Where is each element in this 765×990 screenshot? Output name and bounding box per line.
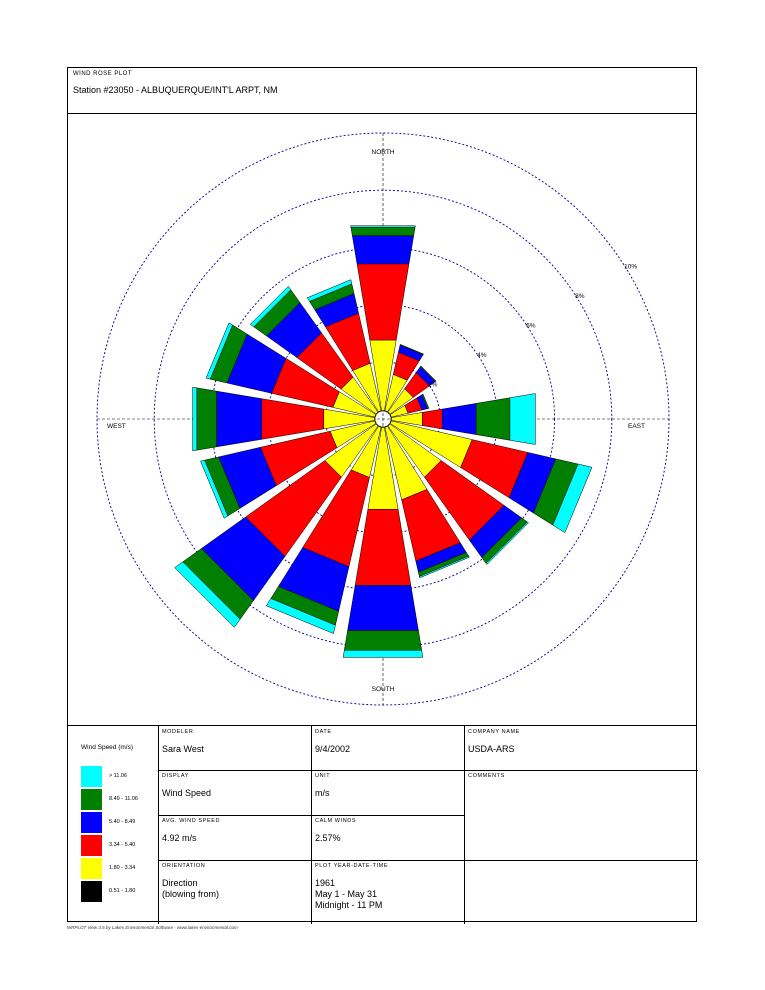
plot-date-range: May 1 - May 31 [315,889,378,899]
calm-winds-value: 2.57% [315,833,341,843]
display-cell [158,770,311,815]
petal-n-segment [352,236,413,264]
north-label: NORTH [371,149,395,156]
legend-label: 0.51 - 1.80 [109,888,136,894]
legend-swatch [81,812,102,833]
legend-swatch [81,789,102,810]
petal-s-segment [348,585,419,630]
ring-label: 4% [477,352,487,360]
comments-cell [464,770,698,860]
petal-s-segment [355,509,411,585]
ring-label: 6% [526,322,536,330]
legend-swatch [81,766,102,787]
ring-label: 10% [624,263,638,271]
unit-cell [311,770,464,815]
display-value: Wind Speed [162,788,212,798]
legend-label: 5.40 - 8.49 [109,819,136,825]
wind-speed-legend [68,726,158,924]
petal-s-segment [344,631,421,651]
south-label: SOUTH [371,686,395,693]
station-title: Station #23050 - ALBUQUERQUE/INT'L ARPT, NM [73,85,278,95]
plot-time-range: Midnight - 11 PM [315,900,383,910]
petal-w-segment [193,387,197,451]
orientation-line-2: (blowing from) [162,889,220,899]
legend-label: 3.34 - 5.40 [109,842,136,848]
report-header [68,68,696,114]
petal-n-segment [351,226,416,227]
wind-rose-plot-area [68,113,696,725]
date-value: 9/4/2002 [315,744,351,754]
orientation-label: ORIENTATION [162,863,206,869]
orientation-line-1: Direction [162,878,198,888]
display-label: DISPLAY [162,773,190,779]
calm-winds-cell [311,815,464,860]
petal-n-segment [351,227,415,235]
wind-rose-report [67,67,697,922]
legend-label: > 11.06 [109,773,128,779]
company-label: COMPANY NAME [468,729,520,735]
plot-year: 1961 [315,878,336,888]
company-value: USDA-ARS [468,744,515,754]
petal-s-segment [343,650,423,657]
ring-label: 8% [575,293,585,301]
date-cell [311,726,464,770]
avg-speed-cell [158,815,311,860]
modeler-value: Sara West [162,744,204,754]
plot-time-label: PLOT YEAR-DATE-TIME [315,863,389,869]
wind-rose-chart [68,113,698,725]
plot-time-cell [311,860,464,924]
legend-swatch [81,858,102,879]
legend-swatch [81,835,102,856]
unit-value: m/s [315,788,330,798]
orientation-cell [158,860,311,924]
modeler-label: MODELER [162,729,194,735]
east-label: EAST [628,423,645,430]
wind-petals [175,226,592,658]
company-cell [464,726,698,770]
avg-speed-label: AVG. WIND SPEED [162,818,221,824]
info-table [68,725,696,924]
avg-speed-value: 4.92 m/s [162,833,197,843]
date-label: DATE [315,729,332,735]
comments-label: COMMENTS [468,773,505,779]
software-credit: WRPLOT View 3.5 by Lakes Environmental Software - www.lakes-environmental.com [67,925,238,930]
petal-e-segment [422,409,442,429]
petal-n-segment [357,264,409,340]
legend-label: 8.49 - 11.06 [109,796,138,802]
report-type-label: WIND ROSE PLOT [73,71,133,77]
petal-e-segment [510,394,535,445]
petal-w-segment [197,388,217,450]
legend-label: 1.80 - 3.34 [109,865,136,871]
ring-label: 2% [428,381,438,389]
petal-w-segment [217,391,262,447]
unit-label: UNIT [315,773,331,779]
legend-swatch [81,881,102,902]
empty-cell [464,860,698,924]
modeler-cell [158,726,311,770]
legend-title: Wind Speed (m/s) [81,744,134,751]
petal-w-segment [262,399,324,440]
west-label: WEST [107,423,126,430]
petal-e-segment [476,398,510,440]
petal-e-segment [442,403,476,434]
calm-winds-label: CALM WINDS [315,818,357,824]
